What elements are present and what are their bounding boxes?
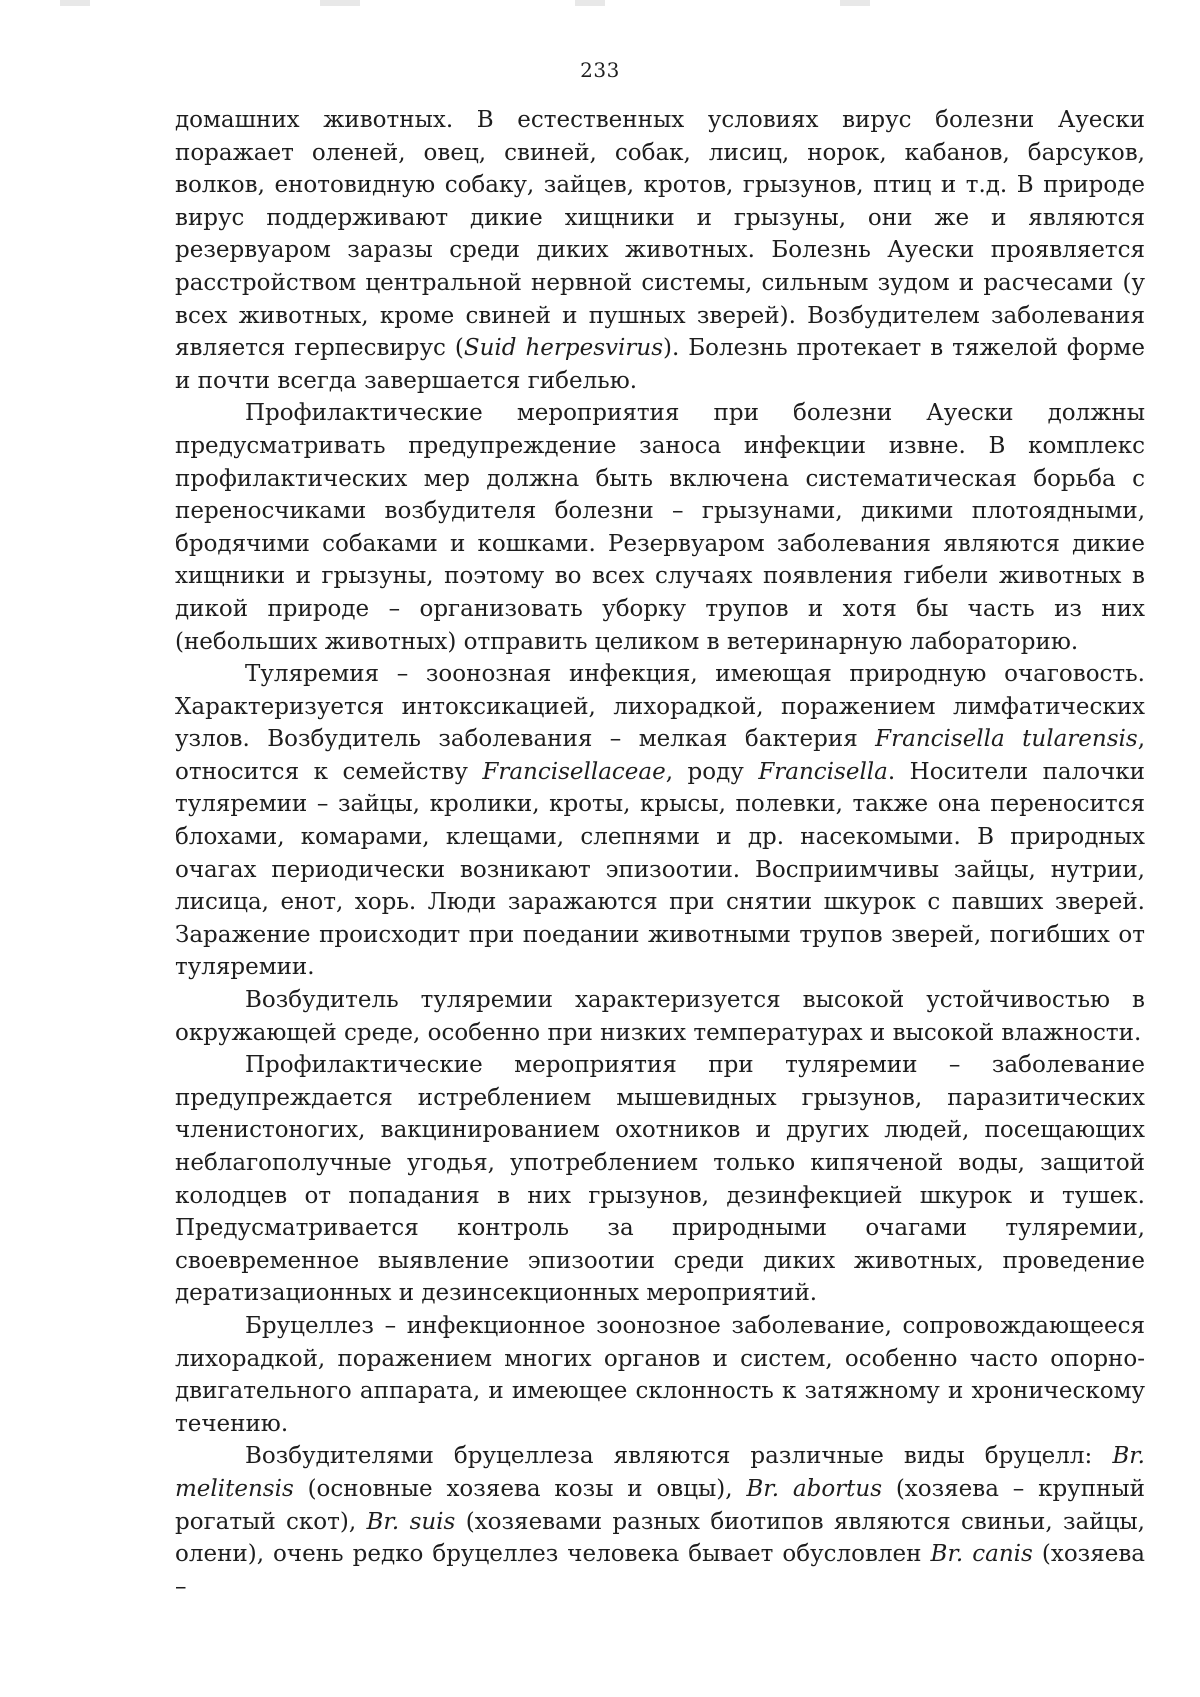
paragraph: [175, 1049, 1145, 1310]
scan-artifact: [60, 0, 90, 6]
paragraph: [175, 1440, 1145, 1603]
paragraph: [175, 658, 1145, 984]
text-run: (хозяева – крупный рогатый скот),: [175, 1475, 1145, 1535]
text-run: (хозяева –: [175, 1541, 1146, 1600]
scan-artifact: [840, 0, 870, 6]
paragraph: [175, 397, 1145, 658]
page-number: 233: [580, 58, 620, 82]
italic-term: Suid herpesvirus: [463, 335, 663, 362]
text-run: , роду: [665, 758, 759, 785]
scan-artifact: [320, 0, 360, 6]
text-run: (хозяевами разных биотипов являются свиньи, зайцы, олени), очень редко бруцеллез человека бывает обусловлен: [175, 1508, 1145, 1568]
italic-term: Francisella tularensis: [875, 726, 1138, 753]
text-run: , относится к семейству: [175, 726, 1145, 785]
text-run: Возбудителями бруцеллеза являются различные виды бруцелл:: [245, 1443, 1113, 1470]
paragraph: [175, 984, 1145, 1049]
italic-term: Br. abortus: [746, 1475, 883, 1502]
text-run: домашних животных. В естественных условиях вирус болезни Ауески поражает оленей, овец, свиней, собак, лисиц, норок, кабанов, барсуков, волков, енотовидную собаку, зайцев, кротов, грызунов, птиц и т.д. В природе вирус поддерживают дикие хищники и грызуны, они же и являются резервуаром заразы среди диких животных. Болезнь Ауески проявляется расстройством центральной нервной системы, сильным зудом и расчесами (у всех животных, кроме свиней и пушных зверей). Возбудителем заболевания является герпесвирус (: [175, 107, 1145, 362]
italic-term: Francisellaceae: [482, 758, 666, 785]
text-run: Туляремия – зоонозная инфекция, имеющая природную очаговость. Характеризуется интоксикацией, лихорадкой, поражением лимфатических узлов. Возбудитель заболевания – мелкая бактерия: [175, 661, 1145, 753]
italic-term: Br. suis: [366, 1508, 456, 1535]
text-run: (основные хозяева козы и овцы),: [293, 1475, 747, 1502]
paragraph: [175, 104, 1145, 397]
text-run: Бруцеллез – инфекционное зоонозное заболевание, сопровождающееся лихорадкой, поражением многих органов и систем, особенно часто опорно-двигательного аппарата, и имеющее склонность к затяжному и хроническому течению.: [175, 1312, 1145, 1437]
italic-term: Francisella: [758, 758, 888, 785]
scan-artifact: [575, 0, 605, 6]
text-run: . Носители палочки туляремии – зайцы, кролики, кроты, крысы, полевки, также она переносится блохами, комарами, клещами, слепнями и др. насекомыми. В природных очагах периодически возникают эпизоотии. Восприимчивы зайцы, нутрии, лисица, енот, хорь. Люди заражаются при снятии шкурок с павших зверей. Заражение происходит при поедании животными трупов зверей, погибших от туляремии.: [175, 758, 1145, 981]
italic-term: Br. canis: [930, 1541, 1033, 1568]
text-run: ). Болезнь протекает в тяжелой форме и почти всегда завершается гибелью.: [175, 335, 1145, 394]
paragraph: [175, 1310, 1145, 1440]
text-run: Профилактические мероприятия при болезни Ауески должны предусматривать предупреждение заноса инфекции извне. В комплекс профилактических мер должна быть включена систематическая борьба с переносчиками возбудителя болезни – грызунами, дикими плотоядными, бродячими собаками и кошками. Резервуаром заболевания являются дикие хищники и грызуны, поэтому во всех случаях появления гибели животных в дикой природе – организовать уборку трупов и хотя бы часть из них (небольших животных) отправить целиком в ветеринарную лабораторию.: [175, 400, 1145, 655]
document-body: [175, 104, 1145, 1603]
italic-term: Br. melitensis: [175, 1443, 1145, 1502]
text-run: Профилактические мероприятия при туляремии – заболевание предупреждается истреблением мышевидных грызунов, паразитических членистоногих, вакцинированием охотников и других людей, посещающих неблагополучные угодья, употреблением только кипяченой воды, защитой колодцев от попадания в них грызунов, дезинфекцией шкурок и тушек. Предусматривается контроль за природными очагами туляремии, своевременное выявление эпизоотии среди диких животных, проведение дератизационных и дезинсекционных мероприятий.: [175, 1052, 1145, 1307]
text-run: Возбудитель туляремии характеризуется высокой устойчивостью в окружающей среде, особенно при низких температурах и высокой влажности.: [175, 987, 1145, 1046]
